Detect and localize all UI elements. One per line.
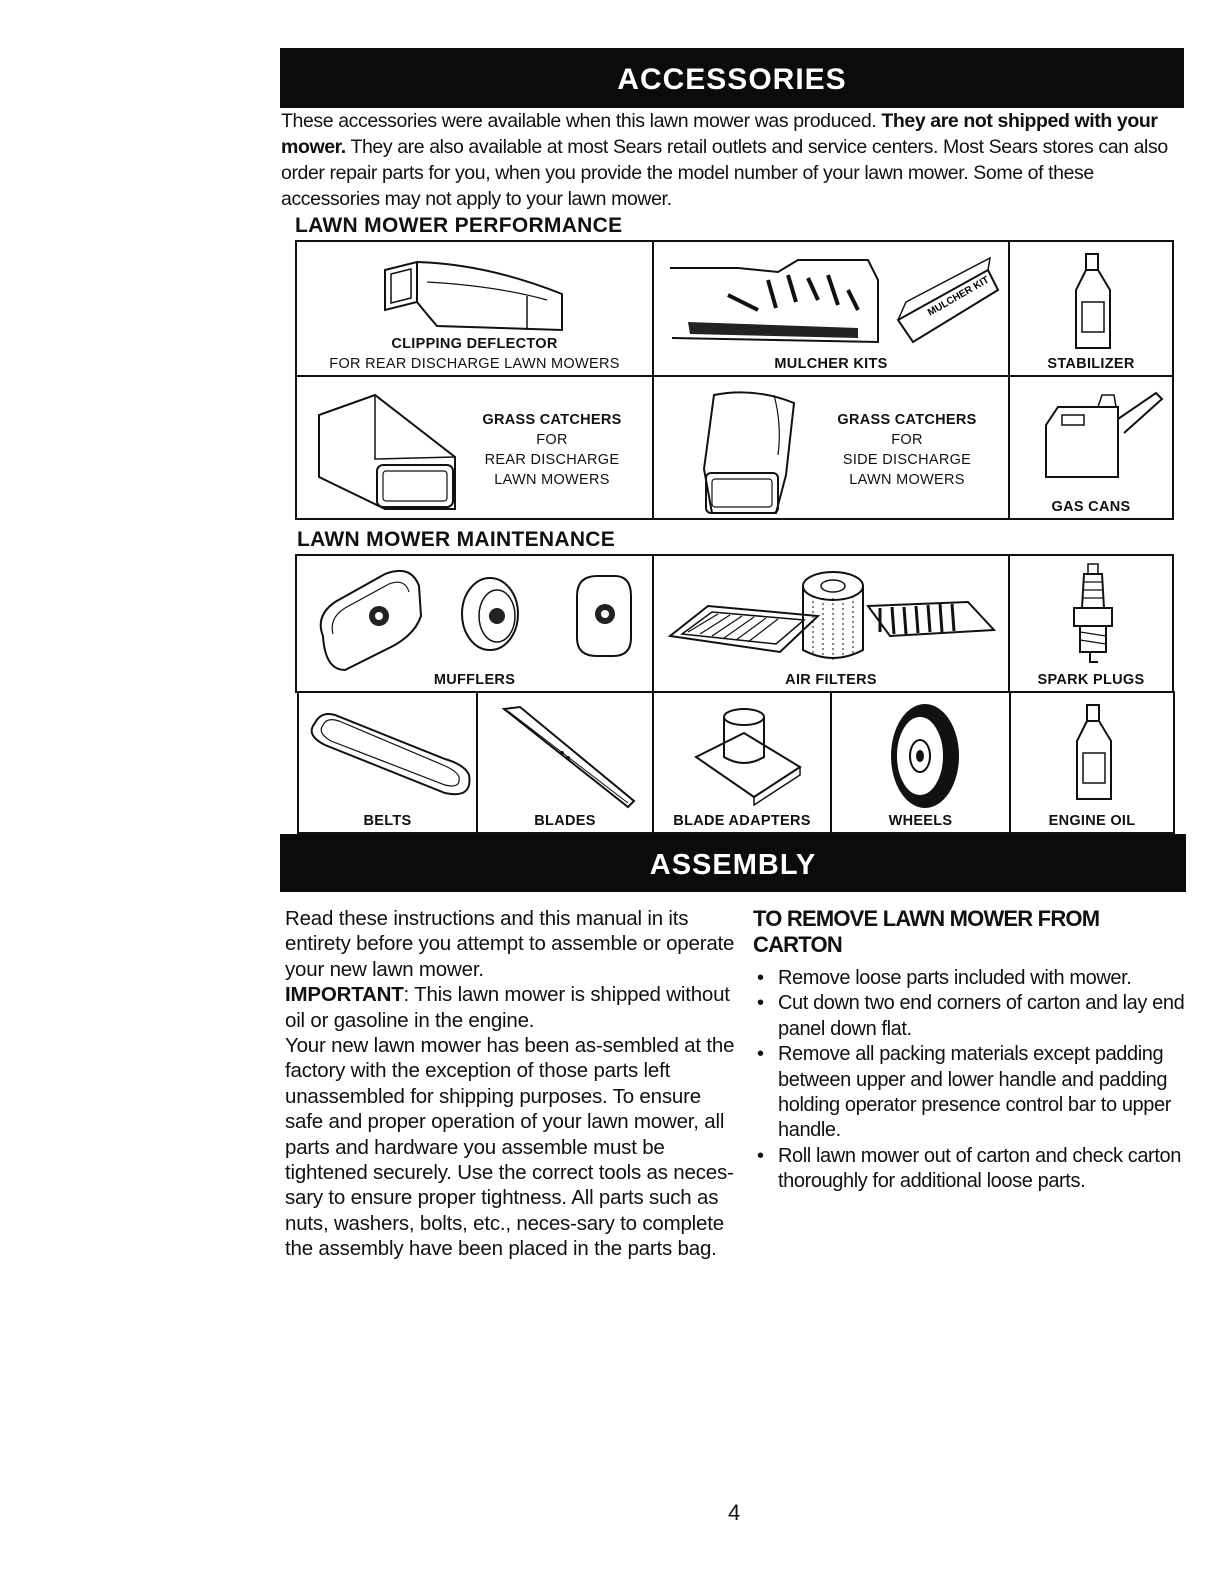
intro-bold-note: They are not shipped with your mower. [281, 110, 1158, 158]
blade-adapters-label: BLADE ADAPTERS [673, 813, 811, 829]
carton-steps-list [753, 966, 1193, 1195]
cell-wheels [830, 691, 1011, 834]
belts-label: BELTS [363, 813, 412, 829]
blades-label: BLADES [534, 813, 596, 829]
cell-mulcher-kits [652, 240, 1010, 377]
blade-icon [498, 703, 638, 813]
engine-oil-bottle-icon [1069, 703, 1119, 803]
mulcher-box-label: MULCHER KIT [926, 274, 992, 319]
list-item: • Cut down two end corners of carton and lay end panel down flat. [757, 992, 1185, 1040]
cell-grass-catchers-side [652, 375, 1010, 520]
list-item: • Remove all packing materials except padding between upper and lower handle and padding holding operator presence control bar to upper handle. [757, 1043, 1171, 1142]
stabilizer-label: STABILIZER [1047, 356, 1135, 372]
cell-grass-catchers-rear [295, 375, 654, 520]
accessories-banner: ACCESSORIES [280, 48, 1184, 108]
air-filters-label: AIR FILTERS [785, 672, 877, 688]
clipping-deflector-sub: FOR REAR DISCHARGE LAWN MOWERS [329, 356, 620, 372]
accessories-intro: These accessories were available when this lawn mower was produced. They are not shipped with your mower. They are also available at most Sears retail outlets and service centers. Most Sears stores can also order repair parts for you, when you provide the model number of your lawn mower. Some of these accessories may not apply to your lawn mower. [281, 110, 1168, 210]
spark-plug-icon [1068, 562, 1118, 670]
gas-cans-label: GAS CANS [1051, 499, 1131, 515]
remove-from-carton-section [753, 906, 1193, 1195]
side-grass-catcher-icon [694, 385, 804, 515]
rear-grass-catcher-icon [315, 387, 465, 512]
engine-oil-label: ENGINE OIL [1048, 813, 1136, 829]
cell-blades [476, 691, 654, 834]
mufflers-label: MUFFLERS [433, 672, 516, 688]
cell-blade-adapters [652, 691, 832, 834]
cell-spark-plugs [1008, 554, 1174, 693]
mufflers-icon [315, 566, 645, 671]
grass-catchers-rear-caption: GRASS CATCHERS FOR REAR DISCHARGE LAWN MOWERS [482, 412, 622, 488]
wheels-label: WHEELS [888, 813, 953, 829]
clipping-deflector-icon [377, 252, 577, 332]
belt-icon [305, 709, 475, 799]
cell-gas-cans [1008, 375, 1174, 520]
important-note: IMPORTANT: This lawn mower is shipped without oil or gasoline in the engine. [285, 983, 730, 1032]
blade-adapter-icon [694, 707, 804, 807]
assembly-banner: ASSEMBLY [280, 834, 1186, 892]
mulcher-kits-label: MULCHER KITS [774, 356, 888, 372]
clipping-deflector-title: CLIPPING DEFLECTOR [391, 336, 558, 352]
cell-engine-oil [1009, 691, 1175, 834]
stabilizer-bottle-icon [1068, 252, 1118, 352]
assembly-intro-paragraph: Read these instructions and this manual in its entirety before you attempt to assemble or operate your new lawn mower. [285, 907, 735, 981]
list-item: • Roll lawn mower out of carton and check carton thoroughly for additional loose parts. [757, 1144, 1181, 1193]
cell-mufflers [295, 554, 654, 693]
maintenance-heading: LAWN MOWER MAINTENANCE [297, 528, 653, 556]
cell-stabilizer [1008, 240, 1174, 377]
cell-clipping-deflector [295, 240, 654, 377]
assembly-instructions [285, 906, 737, 1262]
page-number: 4 [728, 1500, 741, 1525]
wheel-icon [880, 701, 970, 811]
performance-heading: LAWN MOWER PERFORMANCE [295, 214, 653, 242]
mulcher-kit-icon [668, 250, 998, 350]
assembly-body-paragraph: Your new lawn mower has been as-sembled at the factory with the exception of those parts left unassembled for shipping purposes. To ensure safe and proper operation of your lawn mower, all parts and hardware you assemble must be tightened securely. Use the correct tools as neces-sary to ensure proper tightness. All parts such as nuts, washers, bolts, etc., neces-sary to complete the assembly have been placed in the parts bag. [285, 1034, 735, 1261]
list-item: • Remove loose parts included with mower. [757, 967, 1132, 989]
air-filters-icon [668, 566, 998, 671]
cell-belts [297, 691, 478, 834]
remove-from-carton-heading: TO REMOVE LAWN MOWER FROM CARTON [753, 906, 1100, 957]
cell-air-filters [652, 554, 1010, 693]
grass-catchers-side-caption: GRASS CATCHERS FOR SIDE DISCHARGE LAWN MOWERS [837, 412, 977, 488]
gas-can-icon [1038, 385, 1168, 485]
spark-plugs-label: SPARK PLUGS [1037, 672, 1145, 688]
